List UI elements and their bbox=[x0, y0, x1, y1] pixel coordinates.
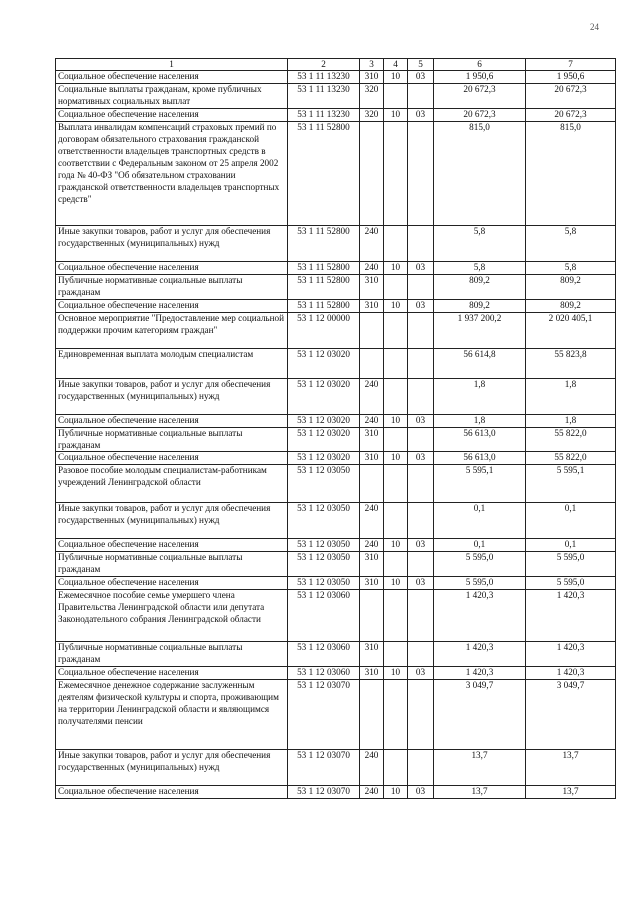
cell-subsection-code bbox=[408, 465, 434, 503]
cell-expense-type-code: 240 bbox=[360, 225, 384, 261]
cell-subsection-code bbox=[408, 225, 434, 261]
cell-section-code: 10 bbox=[384, 667, 408, 680]
cell-expense-type-code: 240 bbox=[360, 539, 384, 552]
cell-target-article-code: 53 1 12 03050 bbox=[288, 577, 360, 590]
cell-target-article-code: 53 1 11 13230 bbox=[288, 108, 360, 121]
cell-subsection-code bbox=[408, 642, 434, 667]
cell-expense-type-code: 240 bbox=[360, 261, 384, 274]
table-row bbox=[56, 312, 616, 348]
cell-subsection-code: 03 bbox=[408, 539, 434, 552]
cell-subsection-code bbox=[408, 274, 434, 299]
cell-section-code: 10 bbox=[384, 577, 408, 590]
cell-section-code bbox=[384, 503, 408, 539]
cell-section-code bbox=[384, 83, 408, 108]
cell-section-code bbox=[384, 121, 408, 225]
cell-target-article-code: 53 1 11 13230 bbox=[288, 71, 360, 84]
budget-table-container bbox=[55, 58, 615, 799]
cell-item-name: Социальное обеспечение населения bbox=[56, 539, 288, 552]
cell-item-name: Социальное обеспечение населения bbox=[56, 261, 288, 274]
cell-target-article-code: 53 1 12 03020 bbox=[288, 452, 360, 465]
table-row bbox=[56, 83, 616, 108]
cell-amount-year-2: 55 823,8 bbox=[526, 348, 616, 378]
table-row bbox=[56, 750, 616, 786]
cell-section-code bbox=[384, 225, 408, 261]
cell-target-article-code: 53 1 11 52800 bbox=[288, 225, 360, 261]
cell-amount-year-1: 1 950,6 bbox=[434, 71, 526, 84]
cell-item-name: Разовое пособие молодым специалистам-работникам учреждений Ленинградской области bbox=[56, 465, 288, 503]
table-row bbox=[56, 348, 616, 378]
cell-subsection-code: 03 bbox=[408, 786, 434, 799]
column-header-7: 7 bbox=[526, 59, 616, 71]
cell-section-code: 10 bbox=[384, 261, 408, 274]
column-header-2: 2 bbox=[288, 59, 360, 71]
cell-amount-year-1: 0,1 bbox=[434, 503, 526, 539]
cell-amount-year-2: 13,7 bbox=[526, 786, 616, 799]
cell-amount-year-1: 1 937 200,2 bbox=[434, 312, 526, 348]
cell-amount-year-2: 1 950,6 bbox=[526, 71, 616, 84]
table-row bbox=[56, 378, 616, 414]
cell-target-article-code: 53 1 12 03050 bbox=[288, 552, 360, 577]
cell-subsection-code: 03 bbox=[408, 71, 434, 84]
cell-expense-type-code: 310 bbox=[360, 71, 384, 84]
cell-amount-year-2: 55 822,0 bbox=[526, 427, 616, 452]
cell-item-name: Основное мероприятие "Предоставление мер социальной поддержки прочим категориям граждан" bbox=[56, 312, 288, 348]
cell-subsection-code bbox=[408, 378, 434, 414]
cell-amount-year-2: 809,2 bbox=[526, 274, 616, 299]
cell-amount-year-1: 5 595,0 bbox=[434, 577, 526, 590]
cell-item-name: Социальное обеспечение населения bbox=[56, 299, 288, 312]
cell-expense-type-code bbox=[360, 121, 384, 225]
cell-subsection-code: 03 bbox=[408, 414, 434, 427]
cell-expense-type-code: 310 bbox=[360, 427, 384, 452]
cell-section-code bbox=[384, 680, 408, 750]
cell-amount-year-2: 1 420,3 bbox=[526, 642, 616, 667]
cell-target-article-code: 53 1 12 03070 bbox=[288, 680, 360, 750]
cell-subsection-code: 03 bbox=[408, 452, 434, 465]
table-row bbox=[56, 452, 616, 465]
cell-subsection-code bbox=[408, 680, 434, 750]
cell-item-name: Иные закупки товаров, работ и услуг для обеспечения государственных (муниципальных) нужд bbox=[56, 225, 288, 261]
table-row bbox=[56, 539, 616, 552]
cell-item-name: Социальное обеспечение населения bbox=[56, 667, 288, 680]
cell-amount-year-1: 13,7 bbox=[434, 750, 526, 786]
cell-expense-type-code: 240 bbox=[360, 750, 384, 786]
cell-amount-year-1: 1 420,3 bbox=[434, 667, 526, 680]
cell-target-article-code: 53 1 11 52800 bbox=[288, 299, 360, 312]
cell-amount-year-2: 1 420,3 bbox=[526, 667, 616, 680]
cell-target-article-code: 53 1 11 52800 bbox=[288, 261, 360, 274]
cell-subsection-code: 03 bbox=[408, 577, 434, 590]
cell-amount-year-2: 0,1 bbox=[526, 539, 616, 552]
table-row bbox=[56, 680, 616, 750]
cell-target-article-code: 53 1 12 03020 bbox=[288, 348, 360, 378]
cell-target-article-code: 53 1 12 03050 bbox=[288, 465, 360, 503]
table-row bbox=[56, 121, 616, 225]
cell-amount-year-1: 56 613,0 bbox=[434, 452, 526, 465]
column-header-3: 3 bbox=[360, 59, 384, 71]
cell-amount-year-2: 1 420,3 bbox=[526, 590, 616, 642]
cell-target-article-code: 53 1 12 00000 bbox=[288, 312, 360, 348]
cell-section-code bbox=[384, 552, 408, 577]
cell-subsection-code bbox=[408, 590, 434, 642]
cell-section-code: 10 bbox=[384, 108, 408, 121]
cell-amount-year-2: 815,0 bbox=[526, 121, 616, 225]
cell-section-code: 10 bbox=[384, 71, 408, 84]
cell-amount-year-2: 1,8 bbox=[526, 378, 616, 414]
cell-amount-year-1: 1 420,3 bbox=[434, 642, 526, 667]
table-row bbox=[56, 427, 616, 452]
cell-section-code: 10 bbox=[384, 539, 408, 552]
cell-expense-type-code: 310 bbox=[360, 274, 384, 299]
cell-amount-year-2: 5 595,0 bbox=[526, 577, 616, 590]
cell-item-name: Социальное обеспечение населения bbox=[56, 414, 288, 427]
cell-subsection-code: 03 bbox=[408, 261, 434, 274]
cell-amount-year-1: 809,2 bbox=[434, 274, 526, 299]
cell-expense-type-code: 240 bbox=[360, 378, 384, 414]
cell-amount-year-1: 5 595,0 bbox=[434, 552, 526, 577]
cell-target-article-code: 53 1 12 03060 bbox=[288, 642, 360, 667]
cell-section-code bbox=[384, 590, 408, 642]
cell-expense-type-code: 310 bbox=[360, 642, 384, 667]
cell-target-article-code: 53 1 11 13230 bbox=[288, 83, 360, 108]
cell-subsection-code: 03 bbox=[408, 299, 434, 312]
cell-item-name: Социальное обеспечение населения bbox=[56, 452, 288, 465]
cell-amount-year-1: 20 672,3 bbox=[434, 83, 526, 108]
cell-subsection-code bbox=[408, 83, 434, 108]
cell-section-code bbox=[384, 274, 408, 299]
cell-subsection-code bbox=[408, 121, 434, 225]
cell-section-code: 10 bbox=[384, 414, 408, 427]
cell-target-article-code: 53 1 11 52800 bbox=[288, 274, 360, 299]
cell-target-article-code: 53 1 12 03070 bbox=[288, 750, 360, 786]
cell-expense-type-code bbox=[360, 312, 384, 348]
cell-expense-type-code: 240 bbox=[360, 786, 384, 799]
cell-item-name: Выплата инвалидам компенсаций страховых премий по договорам обязательного страхования гражданской ответственности владельцев транспортных средств в соответствии с Федеральным законом от 25 апреля 2002 года № 40-ФЗ "Об обязательном страховании гражданской ответственности владельцев транспортных средств" bbox=[56, 121, 288, 225]
cell-amount-year-1: 809,2 bbox=[434, 299, 526, 312]
cell-subsection-code bbox=[408, 750, 434, 786]
cell-target-article-code: 53 1 12 03070 bbox=[288, 786, 360, 799]
cell-amount-year-1: 1 420,3 bbox=[434, 590, 526, 642]
cell-amount-year-1: 1,8 bbox=[434, 378, 526, 414]
table-row bbox=[56, 786, 616, 799]
table-row bbox=[56, 552, 616, 577]
cell-amount-year-1: 56 613,0 bbox=[434, 427, 526, 452]
cell-expense-type-code: 240 bbox=[360, 414, 384, 427]
budget-table bbox=[55, 58, 616, 799]
cell-target-article-code: 53 1 12 03020 bbox=[288, 427, 360, 452]
cell-amount-year-1: 5,8 bbox=[434, 261, 526, 274]
cell-item-name: Социальное обеспечение населения bbox=[56, 786, 288, 799]
cell-amount-year-2: 20 672,3 bbox=[526, 83, 616, 108]
cell-subsection-code bbox=[408, 312, 434, 348]
cell-target-article-code: 53 1 12 03050 bbox=[288, 539, 360, 552]
cell-expense-type-code: 310 bbox=[360, 552, 384, 577]
table-row bbox=[56, 642, 616, 667]
cell-target-article-code: 53 1 12 03020 bbox=[288, 378, 360, 414]
table-row bbox=[56, 590, 616, 642]
cell-amount-year-1: 815,0 bbox=[434, 121, 526, 225]
page-number: 24 bbox=[590, 22, 599, 32]
cell-amount-year-2: 3 049,7 bbox=[526, 680, 616, 750]
cell-target-article-code: 53 1 12 03020 bbox=[288, 414, 360, 427]
cell-expense-type-code: 240 bbox=[360, 503, 384, 539]
cell-item-name: Иные закупки товаров, работ и услуг для обеспечения государственных (муниципальных) нужд bbox=[56, 750, 288, 786]
table-row bbox=[56, 667, 616, 680]
cell-expense-type-code: 310 bbox=[360, 299, 384, 312]
cell-section-code: 10 bbox=[384, 786, 408, 799]
cell-section-code bbox=[384, 312, 408, 348]
table-row bbox=[56, 108, 616, 121]
header-row bbox=[56, 59, 616, 71]
cell-expense-type-code: 310 bbox=[360, 667, 384, 680]
cell-section-code bbox=[384, 348, 408, 378]
table-row bbox=[56, 225, 616, 261]
cell-item-name: Публичные нормативные социальные выплаты гражданам bbox=[56, 642, 288, 667]
cell-target-article-code: 53 1 12 03060 bbox=[288, 590, 360, 642]
cell-item-name: Социальное обеспечение населения bbox=[56, 71, 288, 84]
cell-amount-year-2: 55 822,0 bbox=[526, 452, 616, 465]
cell-subsection-code bbox=[408, 552, 434, 577]
cell-section-code bbox=[384, 378, 408, 414]
table-row bbox=[56, 261, 616, 274]
cell-item-name: Публичные нормативные социальные выплаты гражданам bbox=[56, 552, 288, 577]
cell-amount-year-1: 56 614,8 bbox=[434, 348, 526, 378]
cell-amount-year-1: 20 672,3 bbox=[434, 108, 526, 121]
cell-amount-year-1: 5 595,1 bbox=[434, 465, 526, 503]
cell-section-code bbox=[384, 750, 408, 786]
cell-item-name: Публичные нормативные социальные выплаты гражданам bbox=[56, 274, 288, 299]
cell-item-name: Ежемесячное денежное содержание заслуженным деятелям физической культуры и спорта, проживающим на территории Ленинградской области и являющимся получателями пенсии bbox=[56, 680, 288, 750]
cell-item-name: Единовременная выплата молодым специалистам bbox=[56, 348, 288, 378]
table-body bbox=[56, 71, 616, 799]
cell-item-name: Социальное обеспечение населения bbox=[56, 108, 288, 121]
table-row bbox=[56, 274, 616, 299]
cell-section-code: 10 bbox=[384, 299, 408, 312]
cell-amount-year-2: 809,2 bbox=[526, 299, 616, 312]
table-row bbox=[56, 299, 616, 312]
cell-item-name: Социальное обеспечение населения bbox=[56, 577, 288, 590]
cell-amount-year-2: 5 595,1 bbox=[526, 465, 616, 503]
cell-subsection-code bbox=[408, 427, 434, 452]
table-row bbox=[56, 71, 616, 84]
cell-item-name: Иные закупки товаров, работ и услуг для обеспечения государственных (муниципальных) нужд bbox=[56, 378, 288, 414]
column-header-5: 5 bbox=[408, 59, 434, 71]
column-header-1: 1 bbox=[56, 59, 288, 71]
cell-amount-year-2: 2 020 405,1 bbox=[526, 312, 616, 348]
cell-expense-type-code: 320 bbox=[360, 108, 384, 121]
cell-expense-type-code bbox=[360, 680, 384, 750]
cell-amount-year-2: 5,8 bbox=[526, 261, 616, 274]
table-row bbox=[56, 503, 616, 539]
cell-item-name: Социальные выплаты гражданам, кроме публичных нормативных социальных выплат bbox=[56, 83, 288, 108]
cell-amount-year-2: 5 595,0 bbox=[526, 552, 616, 577]
cell-amount-year-1: 1,8 bbox=[434, 414, 526, 427]
cell-expense-type-code bbox=[360, 590, 384, 642]
cell-expense-type-code: 320 bbox=[360, 83, 384, 108]
cell-item-name: Иные закупки товаров, работ и услуг для обеспечения государственных (муниципальных) нужд bbox=[56, 503, 288, 539]
cell-section-code: 10 bbox=[384, 452, 408, 465]
cell-subsection-code bbox=[408, 503, 434, 539]
table-row bbox=[56, 414, 616, 427]
cell-amount-year-2: 1,8 bbox=[526, 414, 616, 427]
cell-item-name: Ежемесячное пособие семье умершего члена Правительства Ленинградской области или депутата Законодательного собрания Ленинградской области bbox=[56, 590, 288, 642]
cell-amount-year-1: 0,1 bbox=[434, 539, 526, 552]
cell-amount-year-1: 5,8 bbox=[434, 225, 526, 261]
cell-expense-type-code bbox=[360, 465, 384, 503]
cell-amount-year-2: 5,8 bbox=[526, 225, 616, 261]
cell-amount-year-1: 3 049,7 bbox=[434, 680, 526, 750]
cell-target-article-code: 53 1 11 52800 bbox=[288, 121, 360, 225]
table-row bbox=[56, 465, 616, 503]
cell-expense-type-code: 310 bbox=[360, 577, 384, 590]
cell-target-article-code: 53 1 12 03050 bbox=[288, 503, 360, 539]
cell-amount-year-2: 20 672,3 bbox=[526, 108, 616, 121]
column-header-6: 6 bbox=[434, 59, 526, 71]
cell-section-code bbox=[384, 642, 408, 667]
cell-expense-type-code: 310 bbox=[360, 452, 384, 465]
cell-section-code bbox=[384, 427, 408, 452]
cell-amount-year-1: 13,7 bbox=[434, 786, 526, 799]
cell-section-code bbox=[384, 465, 408, 503]
cell-subsection-code: 03 bbox=[408, 108, 434, 121]
cell-amount-year-2: 0,1 bbox=[526, 503, 616, 539]
cell-subsection-code: 03 bbox=[408, 667, 434, 680]
cell-amount-year-2: 13,7 bbox=[526, 750, 616, 786]
cell-subsection-code bbox=[408, 348, 434, 378]
column-header-4: 4 bbox=[384, 59, 408, 71]
cell-item-name: Публичные нормативные социальные выплаты гражданам bbox=[56, 427, 288, 452]
cell-target-article-code: 53 1 12 03060 bbox=[288, 667, 360, 680]
table-row bbox=[56, 577, 616, 590]
cell-expense-type-code bbox=[360, 348, 384, 378]
